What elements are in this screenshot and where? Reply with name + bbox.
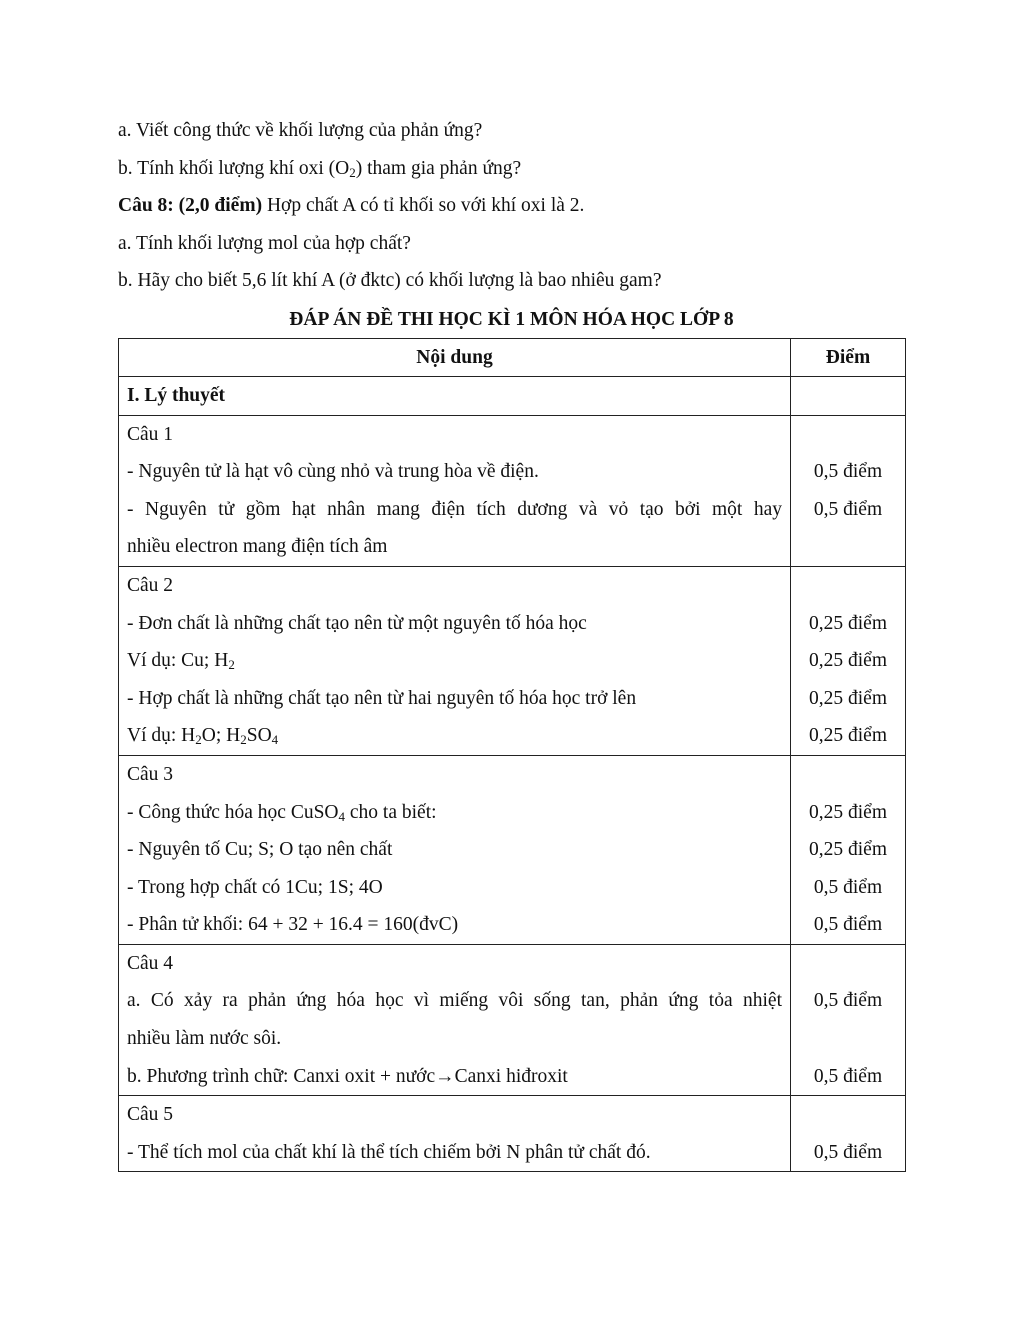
answer-line: a. Có xảy ra phản ứng hóa học vì miếng vôi sống tan, phản ứng tỏa nhiệt xyxy=(127,990,782,1012)
table-row xyxy=(119,755,906,944)
question-8b: b. Hãy cho biết 5,6 lít khí A (ở đktc) có khối lượng là bao nhiêu gam? xyxy=(118,270,662,292)
points-value: 0,5 điểm xyxy=(813,876,883,898)
points-value: 0,25 điểm xyxy=(809,801,887,823)
question-label: Câu 1 xyxy=(127,423,174,445)
points-value: 0,5 điểm xyxy=(813,498,883,520)
points-value: 0,25 điểm xyxy=(809,612,887,634)
points-value: 0,25 điểm xyxy=(809,839,887,861)
section-theory: I. Lý thuyết xyxy=(127,384,226,406)
answer-key-title: ĐÁP ÁN ĐỀ THI HỌC KÌ 1 MÔN HÓA HỌC LỚP 8 xyxy=(289,308,734,330)
table-row xyxy=(119,944,906,1095)
answer-line: - Nguyên tố Cu; S; O tạo nên chất xyxy=(127,839,393,861)
answer-line: b. Phương trình chữ: Canxi oxit + nước→Canxi hiđroxit xyxy=(127,1065,568,1087)
points-value: 0,5 điểm xyxy=(813,990,883,1012)
points-value: 0,25 điểm xyxy=(809,650,887,672)
question-label: Câu 4 xyxy=(127,952,174,974)
answer-line: - Thể tích mol của chất khí là thể tích chiếm bởi N phân tử chất đó. xyxy=(127,1141,651,1163)
question-label: Câu 5 xyxy=(127,1104,174,1126)
header-content: Nội dung xyxy=(119,338,791,376)
points-value: 0,25 điểm xyxy=(809,725,887,747)
points-value: 0,5 điểm xyxy=(813,1065,883,1087)
table-row xyxy=(119,376,906,415)
answer-table xyxy=(118,338,906,1172)
document-page xyxy=(118,112,905,1172)
answer-line: - Hợp chất là những chất tạo nên từ hai nguyên tố hóa học trở lên xyxy=(127,687,637,709)
table-row xyxy=(119,566,906,755)
answer-line: - Phân tử khối: 64 + 32 + 16.4 = 160(đvC) xyxy=(127,914,459,936)
answer-line: - Trong hợp chất có 1Cu; 1S; 4O xyxy=(127,876,383,898)
answer-line: nhiều làm nước sôi. xyxy=(127,1028,282,1050)
points-value: 0,25 điểm xyxy=(809,687,887,709)
question-7a: a. Viết công thức về khối lượng của phản ứng? xyxy=(118,120,483,141)
answer-line: Ví dụ: $H_2O$; $H_2SO_4$ xyxy=(127,725,279,748)
answer-line: - Công thức hóa học CuSO$_4$ cho ta biết: xyxy=(127,801,437,824)
points-value: 0,5 điểm xyxy=(813,1141,883,1163)
answer-line: - Nguyên tử là hạt vô cùng nhỏ và trung hòa về điện. xyxy=(127,461,539,483)
header-points: Điểm xyxy=(791,338,906,376)
answer-line: nhiều electron mang điện tích âm xyxy=(127,536,388,558)
question-8a: a. Tính khối lượng mol của hợp chất? xyxy=(118,232,411,254)
question-label: Câu 3 xyxy=(127,763,174,785)
points-value: 0,5 điểm xyxy=(813,914,883,936)
answer-line: - Đơn chất là những chất tạo nên từ một nguyên tố hóa học xyxy=(127,612,587,634)
question-7b: b. Tính khối lượng khí oxi $(O_2)$ tham gia phản ứng? xyxy=(118,157,522,180)
question-8: Câu 8: (2,0 điểm) Hợp chất A có tỉ khối so với khí oxi là 2. xyxy=(118,195,585,217)
points-value: 0,5 điểm xyxy=(813,461,883,483)
table-header xyxy=(119,338,906,376)
table-row xyxy=(119,1096,906,1172)
answer-line: - Nguyên tử gồm hạt nhân mang điện tích dương và vỏ tạo bởi một hay xyxy=(127,498,782,520)
answer-line: Ví dụ: Cu; $H_2$ xyxy=(127,650,235,673)
table-row xyxy=(119,415,906,566)
question-label: Câu 2 xyxy=(127,574,174,596)
